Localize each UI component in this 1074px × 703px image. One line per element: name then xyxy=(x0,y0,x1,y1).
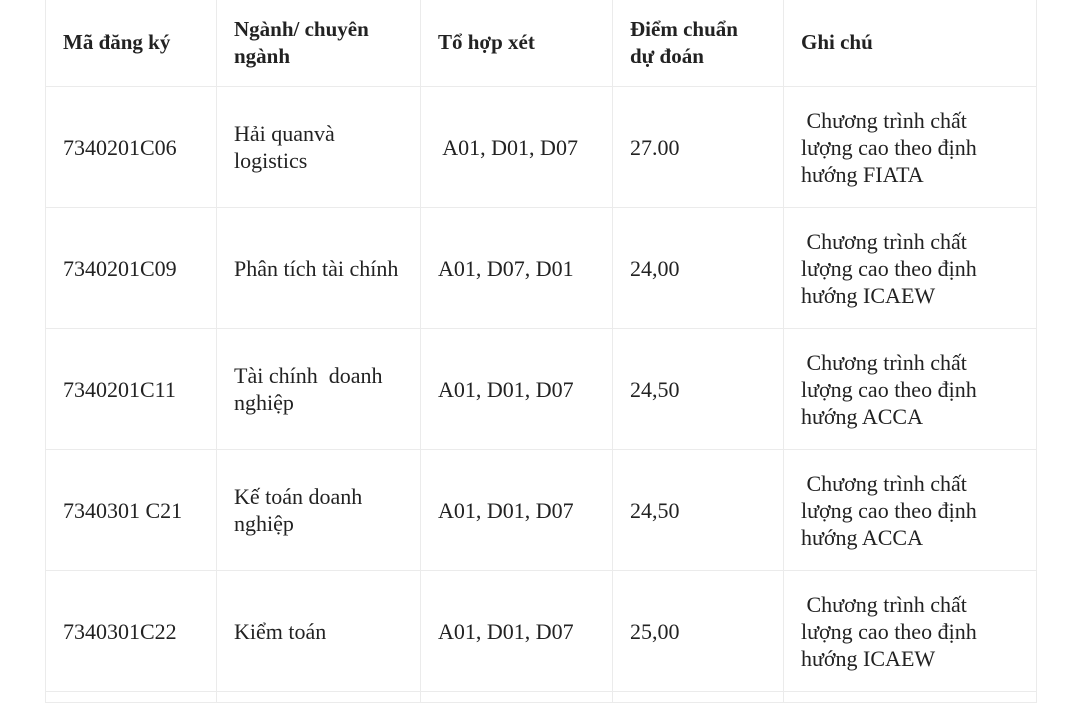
major-cell: Phân tích tài chính xyxy=(217,208,421,329)
admission-score-table xyxy=(45,0,1037,703)
empty-cell xyxy=(613,692,784,703)
major-cell: Kiểm toán xyxy=(217,571,421,692)
predicted-score-cell: 24,50 xyxy=(613,450,784,571)
notes-cell xyxy=(784,329,1037,450)
header-registration-code: Mã đăng ký xyxy=(46,0,217,87)
subject-combination-cell: A01, D01, D07 xyxy=(421,571,613,692)
registration-code-cell: 7340201C11 xyxy=(46,329,217,450)
table-row xyxy=(46,87,1037,208)
predicted-score-cell: 25,00 xyxy=(613,571,784,692)
registration-code-cell: 7340201C06 xyxy=(46,87,217,208)
predicted-score-cell: 24,50 xyxy=(613,329,784,450)
subject-combination-cell: A01, D01, D07 xyxy=(421,450,613,571)
notes-cell xyxy=(784,87,1037,208)
header-predicted-score: Điểm chuẩn dự đoán xyxy=(613,0,784,87)
notes-text: Chương trình chất lượng cao theo định hướng ACCA xyxy=(801,470,983,550)
registration-code-cell: 7340201C09 xyxy=(46,208,217,329)
subject-combination-cell: A01, D07, D01 xyxy=(421,208,613,329)
notes-text: Chương trình chất lượng cao theo định hướng ICAEW xyxy=(801,591,983,671)
notes-cell xyxy=(784,571,1037,692)
table-header-row xyxy=(46,0,1037,87)
empty-cell xyxy=(217,692,421,703)
empty-cell xyxy=(46,692,217,703)
table-row xyxy=(46,571,1037,692)
header-notes: Ghi chú xyxy=(784,0,1037,87)
header-major: Ngành/ chuyên ngành xyxy=(217,0,421,87)
notes-text: Chương trình chất lượng cao theo định hướng FIATA xyxy=(801,107,983,187)
table-row-partial xyxy=(46,692,1037,703)
major-cell: Hải quanvà logistics xyxy=(217,87,421,208)
empty-cell xyxy=(421,692,613,703)
notes-cell xyxy=(784,450,1037,571)
registration-code-cell: 7340301C22 xyxy=(46,571,217,692)
notes-cell xyxy=(784,208,1037,329)
header-subject-combination: Tổ hợp xét xyxy=(421,0,613,87)
table-row xyxy=(46,329,1037,450)
empty-cell xyxy=(784,692,1037,703)
registration-code-cell: 7340301 C21 xyxy=(46,450,217,571)
notes-text: Chương trình chất lượng cao theo định hướng ACCA xyxy=(801,349,983,429)
predicted-score-cell: 27.00 xyxy=(613,87,784,208)
notes-text: Chương trình chất lượng cao theo định hướng ICAEW xyxy=(801,228,983,308)
admission-score-table-container xyxy=(45,0,1036,703)
major-cell: Tài chính doanh nghiệp xyxy=(217,329,421,450)
table-row xyxy=(46,208,1037,329)
predicted-score-cell: 24,00 xyxy=(613,208,784,329)
major-cell: Kế toán doanh nghiệp xyxy=(217,450,421,571)
subject-combination-cell: A01, D01, D07 xyxy=(421,329,613,450)
table-row xyxy=(46,450,1037,571)
subject-combination-cell: A01, D01, D07 xyxy=(421,87,613,208)
